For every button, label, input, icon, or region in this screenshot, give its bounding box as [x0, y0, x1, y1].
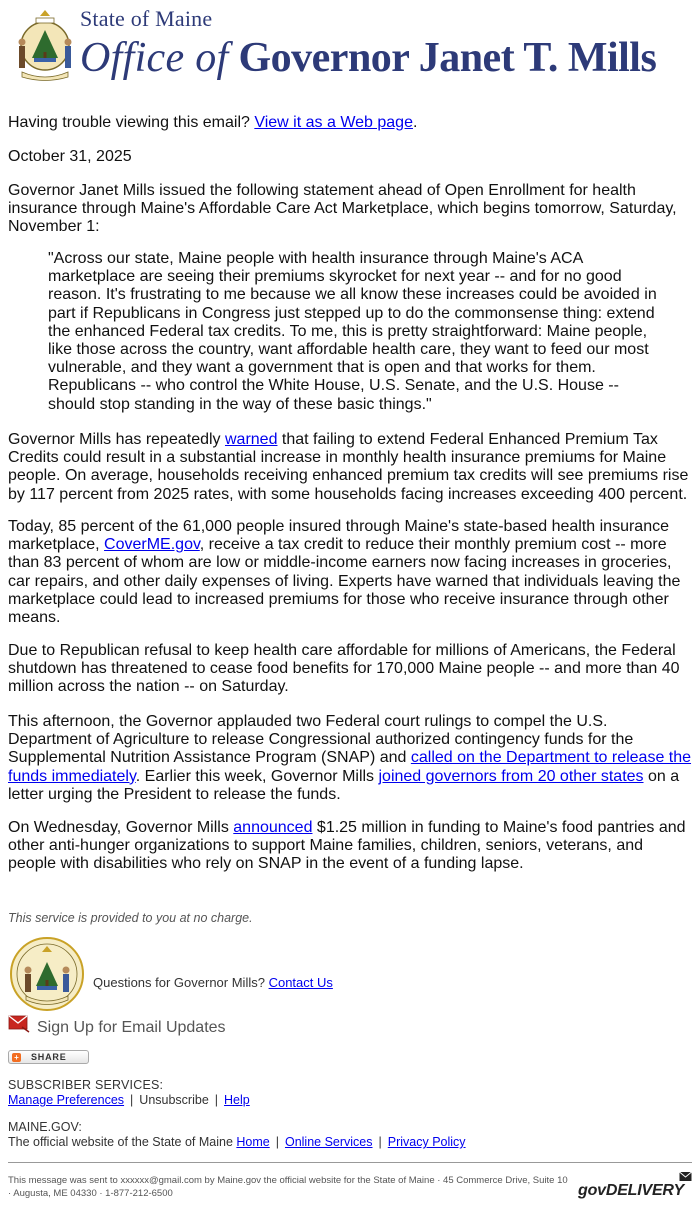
release-date: October 31, 2025 [8, 148, 132, 165]
maine-gov-links: The official website of the State of Maine Home | Online Services | Privacy Policy [8, 1135, 466, 1149]
paragraph-tax-credits: Governor Mills has repeatedly warned that failing to extend Federal Enhanced Premium Tax Credits could result in a substantial increase in monthly health insurance premiums for Maine people. On average, households receiving enhanced premium tax credits will see premiums rise by 117 percent from 2025 rates, with some households facing increases exceeding 400 percent. [8, 431, 689, 503]
unsubscribe-link[interactable]: Unsubscribe [139, 1093, 209, 1107]
paragraph-court-rulings: This afternoon, the Governor applauded two Federal court rulings to compel the U.S. Department of Agriculture to release Congressional authorized contingency funds for the Supplemental Nutrition Assistance Program (SNAP) and called on the Department to release the funds immediately. Earlier this week, Governor Mills joined governors from 20 other states on a letter urging the President to release the funds. [8, 713, 692, 803]
subscriber-services-heading: SUBSCRIBER SERVICES: [8, 1078, 164, 1092]
governor-quote: "Across our state, Maine people with health insurance through Maine's ACA marketplace are seeing their premiums skyrocket for next year -- and for no good reason. It's frustrating to me because we all know these increases could be avoided in part if Republicans in Congress just stepped up to do the commonsense thing: extend the enhanced Federal tax credits. To me, this is pretty straightforward: Maine people, like those across the country, want affordable health care, they want to feed our most vulnerable, and they want a government that is open and that works for them. Republicans -- who control the White House, U.S. Senate, and the U.S. House -- should stop standing in the way of these basic things." [48, 250, 657, 413]
fine-print: This message was sent to xxxxxx@gmail.com by Maine.gov the official website for the State of Maine · 45 Commerce Drive, Suite 10 · Augusta, ME 04330 · 1-877-212-6500 [8, 1175, 568, 1199]
header-banner [0, 0, 700, 100]
paragraph-food-funding: On Wednesday, Governor Mills announced $1.25 million in funding to Maine's food pantries and other anti-hunger organizations to support Maine families, children, seniors, veterans, and people with disabilities who rely on SNAP in the event of a funding lapse. [8, 819, 686, 873]
paragraph-coverme: Today, 85 percent of the 61,000 people insured through Maine's state-based health insurance marketplace, CoverME.gov, receive a tax credit to reduce their monthly premium cost -- more than 83 percent of whom are low or middle-income earners now facing increases in groceries, car repairs, and other daily expenses of living. Experts have warned that individuals leaving the marketplace could lead to increased premiums for those who receive insurance through other means. [8, 518, 681, 627]
online-services-link[interactable]: Online Services [284, 1135, 373, 1149]
view-web-page-link[interactable]: View it as a Web page [254, 114, 413, 131]
paragraph-shutdown: Due to Republican refusal to keep health care affordable for millions of Americans, the Federal shutdown has threatened to cease food benefits for 170,000 Maine people -- and more than 40 million across the nation -- on Saturday. [8, 642, 680, 696]
announced-link[interactable]: announced [233, 819, 313, 836]
warned-link[interactable]: warned [224, 431, 278, 448]
share-button[interactable] [8, 1050, 89, 1064]
governor-name: Governor Janet T. Mills [238, 35, 657, 81]
govdelivery-logo: govDELIVERY [578, 1182, 684, 1199]
office-title [80, 34, 656, 82]
envelope-icon[interactable] [8, 1013, 30, 1033]
govdelivery-envelope-icon [679, 1171, 692, 1182]
maine-gov-heading: MAINE.GOV: [8, 1120, 82, 1134]
share-label: SHARE [31, 1052, 67, 1062]
maine-state-seal-small [8, 936, 86, 1012]
footer-divider [8, 1162, 692, 1163]
office-of-text: Office of [80, 35, 229, 81]
share-plus-icon: + [12, 1053, 21, 1062]
state-name: State of Maine [80, 6, 213, 31]
called-on-department-link[interactable]: called on the Department to release the funds immediately [8, 749, 692, 785]
service-note: This service is provided to you at no charge. [8, 911, 253, 925]
subscriber-links: Manage Preferences | Unsubscribe | Help [8, 1093, 250, 1107]
joined-governors-link[interactable]: joined governors from 20 other states [378, 767, 644, 785]
home-link[interactable]: Home [236, 1135, 270, 1149]
coverme-link[interactable]: CoverME.gov [104, 536, 200, 554]
privacy-policy-link[interactable]: Privacy Policy [387, 1135, 466, 1149]
manage-preferences-link[interactable]: Manage Preferences [8, 1093, 125, 1107]
help-link[interactable]: Help [224, 1093, 250, 1107]
maine-state-seal [14, 8, 76, 82]
questions-line: Questions for Governor Mills? Contact Us [93, 975, 333, 990]
email-signup-link[interactable]: Sign Up for Email Updates [37, 1019, 226, 1036]
view-online-notice: Having trouble viewing this email? View it as a Web page. [8, 114, 418, 131]
intro-paragraph: Governor Janet Mills issued the following statement ahead of Open Enrollment for health insurance through Maine's Affordable Care Act Marketplace, which begins tomorrow, Saturday, November 1: [8, 182, 677, 236]
contact-us-link[interactable]: Contact Us [268, 975, 333, 990]
